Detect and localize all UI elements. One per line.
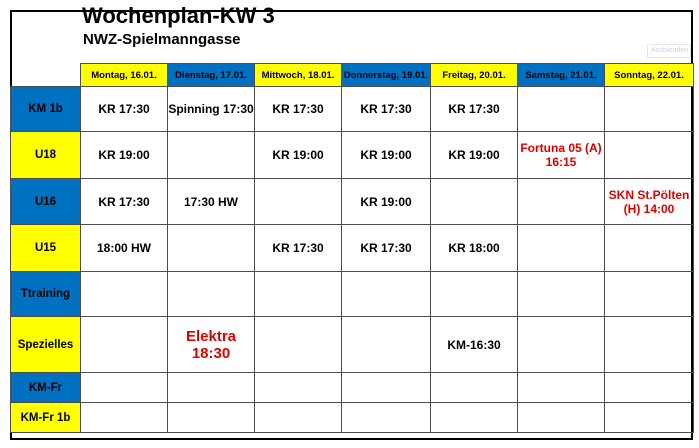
- schedule-cell: KR 19:00: [81, 132, 168, 179]
- schedule-cell: 18:00 HW: [81, 225, 168, 272]
- team-label: U18: [11, 132, 81, 179]
- day-header: Freitag, 20.01.: [431, 64, 518, 87]
- schedule-cell: [431, 373, 518, 403]
- schedule-cell: SKN St.Pölten (H) 14:00: [605, 179, 694, 225]
- schedule-cell: [605, 317, 694, 373]
- schedule-cell: [81, 403, 168, 433]
- day-header: Donnerstag, 19.01.: [342, 64, 431, 87]
- day-header: Dienstag, 17.01.: [168, 64, 255, 87]
- schedule-row: [11, 132, 694, 179]
- schedule-cell: [255, 272, 342, 317]
- day-header: Sonntag, 22.01.: [605, 64, 694, 87]
- schedule-cell: KR 17:30: [431, 87, 518, 132]
- corner-cell: [11, 64, 81, 87]
- schedule-cell: KR 18:00: [431, 225, 518, 272]
- day-header: Samstag, 21.01.: [518, 64, 605, 87]
- schedule-cell: KR 17:30: [255, 87, 342, 132]
- schedule-cell: [431, 179, 518, 225]
- schedule-row: [11, 87, 694, 132]
- schedule-cell: KR 19:00: [431, 132, 518, 179]
- schedule-cell: KR 19:00: [342, 132, 431, 179]
- schedule-cell: [342, 373, 431, 403]
- schedule-cell: [81, 317, 168, 373]
- schedule-cell: [255, 403, 342, 433]
- schedule-cell: [255, 317, 342, 373]
- schedule-row: [11, 179, 694, 225]
- schedule-cell: [431, 272, 518, 317]
- schedule-cell: [605, 373, 694, 403]
- schedule-cell: 17:30 HW: [168, 179, 255, 225]
- schedule-row: [11, 225, 694, 272]
- schedule-cell: [605, 225, 694, 272]
- schedule-cell: [342, 403, 431, 433]
- schedule-cell: [168, 403, 255, 433]
- schedule-cell: [518, 317, 605, 373]
- schedule-subtitle: NWZ-Spielmanngasse: [83, 31, 241, 48]
- schedule-cell: [518, 373, 605, 403]
- team-label: KM-Fr 1b: [11, 403, 81, 433]
- team-label: Spezielles: [11, 317, 81, 373]
- schedule-cell: KR 17:30: [342, 87, 431, 132]
- hide-button[interactable]: Ausblenden: [647, 44, 691, 58]
- schedule-cell: [518, 179, 605, 225]
- schedule-cell: [168, 272, 255, 317]
- team-label: Ttraining: [11, 272, 81, 317]
- team-label: U16: [11, 179, 81, 225]
- day-header: Montag, 16.01.: [81, 64, 168, 87]
- schedule-cell: [431, 403, 518, 433]
- schedule-cell: KR 19:00: [255, 132, 342, 179]
- schedule-cell: KR 17:30: [342, 225, 431, 272]
- schedule-row: [11, 403, 694, 433]
- day-header-row: [11, 64, 694, 87]
- schedule-cell: [255, 179, 342, 225]
- schedule-cell: [605, 403, 694, 433]
- schedule-cell: Fortuna 05 (A) 16:15: [518, 132, 605, 179]
- schedule-cell: [168, 373, 255, 403]
- schedule-cell: KR 17:30: [255, 225, 342, 272]
- schedule-cell: [518, 87, 605, 132]
- schedule-cell: Elektra 18:30: [168, 317, 255, 373]
- schedule-row: [11, 272, 694, 317]
- schedule-cell: [518, 272, 605, 317]
- schedule-table: [10, 63, 694, 433]
- schedule-cell: KR 17:30: [81, 179, 168, 225]
- schedule-cell: [605, 87, 694, 132]
- team-label: KM 1b: [11, 87, 81, 132]
- schedule-cell: [81, 272, 168, 317]
- team-label: KM-Fr: [11, 373, 81, 403]
- schedule-cell: [518, 403, 605, 433]
- schedule-cell: [342, 317, 431, 373]
- schedule-cell: KR 17:30: [81, 87, 168, 132]
- schedule-cell: [605, 272, 694, 317]
- team-label: U15: [11, 225, 81, 272]
- schedule-cell: Spinning 17:30: [168, 87, 255, 132]
- schedule-cell: [342, 272, 431, 317]
- schedule-row: [11, 317, 694, 373]
- schedule-row: [11, 373, 694, 403]
- schedule-cell: [518, 225, 605, 272]
- schedule-cell: [255, 373, 342, 403]
- schedule-cell: [81, 373, 168, 403]
- schedule-cell: KM-16:30: [431, 317, 518, 373]
- schedule-cell: [168, 225, 255, 272]
- schedule-cell: KR 19:00: [342, 179, 431, 225]
- schedule-title: Wochenplan-KW 3: [82, 3, 275, 28]
- schedule-cell: [168, 132, 255, 179]
- schedule-cell: [605, 132, 694, 179]
- day-header: Mittwoch, 18.01.: [255, 64, 342, 87]
